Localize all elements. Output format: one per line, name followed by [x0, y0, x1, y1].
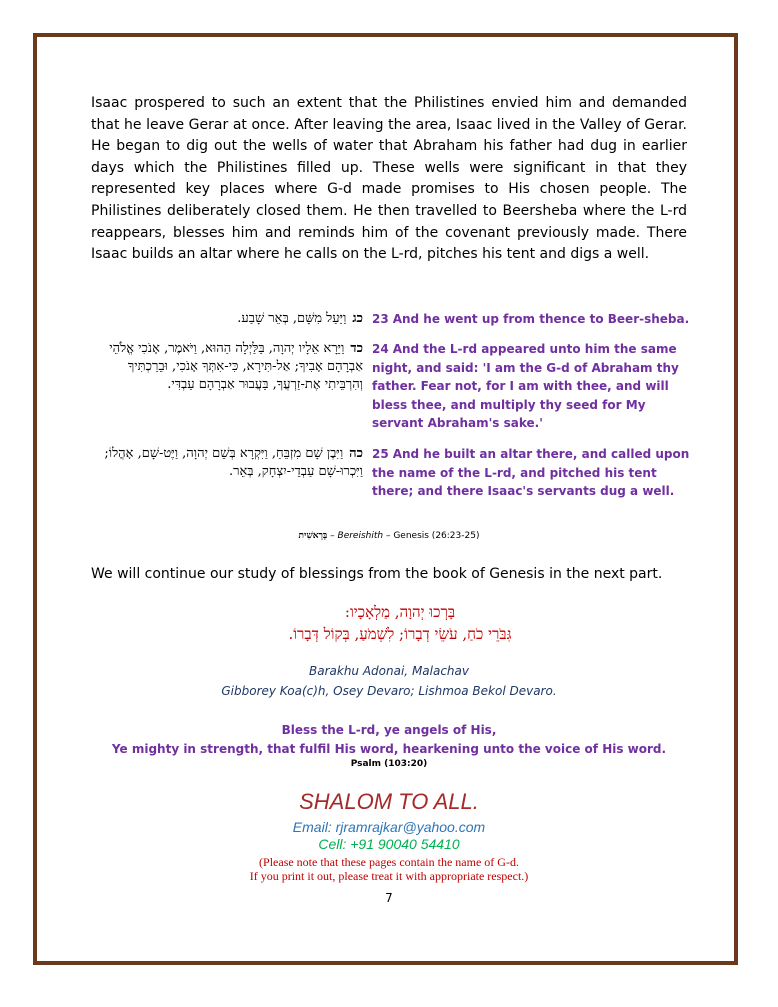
page-number: 7: [385, 891, 393, 905]
cell-line: Cell: +91 90040 54410: [318, 836, 460, 852]
source-hebrew: בְּרֵאשִׁית: [298, 531, 328, 541]
english-verse-number: 24: [372, 342, 389, 356]
english-verse-text: And he went up from thence to Beer-sheba.: [392, 312, 690, 326]
hebrew-verse: [91, 310, 363, 328]
hebrew-verse: [91, 340, 363, 394]
hebrew-verse-text: וַיִּבֶן שָׁם מִזְבֵּחַ, וַיִּקְרָא בְּשֵׁם יְהוָה, וַיֶּט-שָׁם, אָהֳלוֹ; וַיִּכְרוּ-שָׁם עַבְדֵי-יִצְחָק, בְּאֵר.: [104, 446, 363, 479]
source-dash: –: [327, 531, 338, 541]
email-label: Email:: [292, 819, 336, 835]
email-address[interactable]: rjramrajkar@yahoo.com: [335, 819, 486, 835]
shalom-heading: SHALOM TO ALL.: [299, 789, 479, 814]
english-verse: [372, 445, 690, 501]
hebrew-verse-number: כה: [349, 446, 363, 461]
english-verse-text: And he built an altar there, and called upon the name of the L-rd, and pitched his tent there; and there Isaac's servants dug a well.: [372, 447, 690, 499]
verse-row: [91, 445, 690, 515]
respect-note-line-1: (Please note that these pages contain the name of G-d.: [259, 855, 519, 869]
english-verse-number: 25: [372, 447, 389, 461]
source-translit: Bereishith: [337, 531, 384, 541]
hebrew-verse-number: כג: [352, 311, 363, 326]
english-verse: [372, 310, 690, 329]
psalm-hebrew-line-1: בָּרְכוּ יְהוָה, מַלְאָכָיו:: [344, 603, 456, 621]
email-line: [0, 819, 778, 835]
hebrew-verse-text: וַיֵּרָא אֵלָיו יְהוָה, בַּלַּיְלָה הַהוּא, וַיֹּאמֶר, אָנֹכִי אֱלֹהֵי אַבְרָהָם אָבִיךָ; אַל-תִּירָא, כִּי-אִתְּךָ אָנֹכִי, וּבֵרַכְתִּיךָ וְהִרְבֵּיתִי אֶת-זַרְעֲךָ, בַּעֲבוּר אַבְרָהָם עַבְדִּי.: [109, 341, 363, 392]
continue-text: We will continue our study of blessings from the book of Genesis in the next part.: [91, 566, 663, 582]
psalm-translit-line-2: Gibborey Koa(c)h, Osey Devaro; Lishmoa Bekol Devaro.: [221, 684, 557, 698]
psalm-reference: Psalm (103:20): [350, 759, 428, 769]
verse-table: [91, 310, 690, 515]
hebrew-verse-text: וַיַּעַל מִשָּׁם, בְּאֵר שָׁבַע.: [237, 311, 347, 326]
verse-row: [91, 310, 690, 340]
source-rest: – Genesis (26:23-25): [383, 531, 480, 541]
source-citation: [0, 530, 778, 541]
hebrew-verse: [91, 445, 363, 481]
psalm-english-line-2: Ye mighty in strength, that fulfil His word, hearkening unto the voice of His word.: [111, 742, 667, 756]
psalm-hebrew-line-2: גִּבֹּרֵי כֹחַ, עֹשֵׂי דְבָרוֹ; לִשְׁמֹעַ, בְּקוֹל דְּבָרוֹ.: [288, 625, 512, 643]
psalm-translit-line-1: Barakhu Adonai, Malachav: [309, 664, 469, 678]
verse-row: [91, 340, 687, 445]
english-verse-number: 23: [372, 312, 389, 326]
english-verse: [372, 340, 690, 433]
hebrew-verse-number: כד: [350, 341, 363, 356]
psalm-english-line-1: Bless the L-rd, ye angels of His,: [281, 723, 497, 737]
english-verse-text: And the L-rd appeared unto him the same night, and said: 'I am the G-d of Abraham thy father. Fear not, for I am with thee, and will bless thee, and multiply thy seed for My servant Abraham's sake.': [372, 342, 679, 431]
intro-paragraph: Isaac prospered to such an extent that the Philistines envied him and demanded that he leave Gerar at once. After leaving the area, Isaac lived in the Valley of Gerar. He began to dig out the wells of water that Abraham his father had dug in earlier days which the Philistines filled up. These wells were significant in that they represented key places where G-d made promises to His chosen people. The Philistines deliberately closed them. He then travelled to Beersheba where the L-rd reappears, blesses him and reminds him of the covenant previously made. There Isaac builds an altar where he calls on the L-rd, pitches his tent and digs a well.: [91, 95, 687, 263]
respect-note-line-2: If you print it out, please treat it with appropriate respect.): [249, 869, 529, 883]
